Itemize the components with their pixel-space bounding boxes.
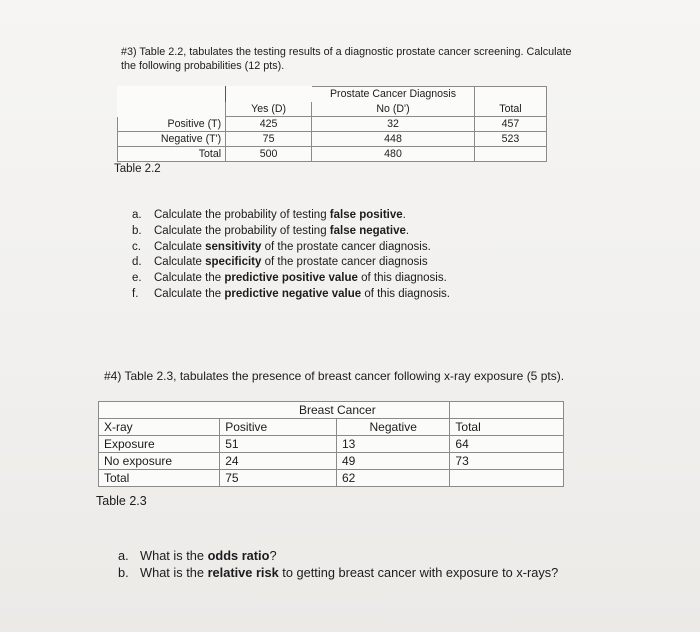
item-marker: b. (132, 224, 142, 237)
item-bold-term: false positive (329, 209, 403, 221)
item-marker: a. (132, 209, 142, 221)
table-header-row (99, 402, 564, 419)
item-marker: a. (118, 548, 129, 563)
question-4-items (118, 547, 558, 581)
cell-total: 73 (450, 453, 564, 470)
item-text: What is the (140, 548, 208, 563)
cell-no: 480 (312, 147, 475, 162)
cell-total: 457 (474, 117, 546, 132)
item-bold-term: relative risk (207, 565, 279, 580)
item-bold-term: odds ratio (207, 548, 270, 563)
item-text: Calculate the (154, 272, 225, 285)
item-bold-term: sensitivity (205, 240, 262, 253)
question-3-heading-line-2: the following probabilities (12 pts). (121, 60, 285, 72)
row-label: Exposure (99, 436, 220, 453)
item-marker: d. (132, 256, 142, 269)
item-text: Calculate the probability of testing (154, 224, 330, 237)
item-text: Calculate the probability of testing (154, 209, 330, 221)
row-label: No exposure (99, 453, 220, 470)
row-label: Positive (T) (118, 117, 226, 132)
cell-total: 64 (450, 436, 564, 453)
cell-no: 32 (312, 117, 475, 132)
column-header-xray: X-ray (99, 419, 220, 436)
item-marker: e. (132, 272, 142, 285)
cell-total (450, 470, 564, 487)
table-row (99, 436, 564, 453)
list-item (118, 564, 558, 581)
question-3-items (132, 208, 450, 303)
list-item (132, 271, 450, 287)
list-item (132, 208, 450, 224)
table-column-header-row (99, 419, 564, 436)
item-text: ? (269, 548, 277, 563)
item-text: Calculate (154, 256, 206, 269)
item-text: of the prostate cancer diagnosis. (261, 240, 431, 253)
row-label: Total (118, 147, 226, 162)
table-group-cell (299, 402, 450, 419)
table-2-2-caption: Table 2.2 (114, 163, 161, 175)
column-header-yes: Yes (D) (226, 102, 312, 117)
group-header: Breast Cancer (299, 402, 376, 417)
item-text: Calculate (154, 240, 206, 253)
item-text: What is the (140, 565, 208, 580)
list-item (118, 547, 558, 564)
cell-total (474, 147, 546, 162)
list-item (132, 255, 450, 271)
table-corner-cell (118, 102, 226, 117)
table-row (118, 132, 547, 147)
cell-positive: 24 (220, 453, 337, 470)
list-item (132, 240, 450, 256)
column-header-negative: Negative (337, 419, 450, 436)
cell-yes: 425 (226, 117, 312, 132)
row-label: Negative (T') (118, 132, 226, 147)
table-row (118, 147, 547, 162)
item-text: of this diagnosis. (357, 272, 447, 285)
table-row (118, 117, 547, 132)
item-text: of this diagnosis. (361, 287, 450, 300)
item-bold-term: false negative (329, 224, 406, 237)
cell-negative: 49 (337, 453, 450, 470)
list-item (132, 287, 450, 303)
list-item (132, 224, 450, 240)
cell-negative: 62 (337, 470, 450, 487)
item-text: to getting breast cancer with exposure to x-rays? (278, 565, 559, 580)
question-3-heading-line-1: #3) Table 2.2, tabulates the testing results of a diagnostic prostate cancer screening. Calculate (121, 46, 572, 58)
column-header-total: Total (450, 419, 564, 436)
cell-total: 523 (474, 132, 546, 147)
prostate-cancer-table (117, 86, 547, 162)
item-marker: f. (132, 287, 139, 300)
cell-negative: 13 (337, 436, 450, 453)
item-text: . (402, 209, 406, 221)
table-spacer-cell (450, 402, 564, 419)
cell-no: 448 (312, 132, 475, 147)
cell-yes: 75 (226, 132, 312, 147)
group-header: Prostate Cancer Diagnosis (312, 87, 475, 102)
item-bold-term: predictive positive value (224, 272, 358, 285)
cell-positive: 51 (220, 436, 337, 453)
question-4-heading: #4) Table 2.3, tabulates the presence of breast cancer following x-ray exposure (5 pts). (104, 369, 565, 383)
table-2-3-caption: Table 2.3 (96, 494, 147, 508)
table-corner-cell (118, 87, 226, 102)
table-spacer-cell (99, 402, 220, 419)
table-spacer-cell (226, 87, 312, 102)
cell-yes: 500 (226, 147, 312, 162)
breast-cancer-table (98, 401, 564, 487)
item-marker: c. (132, 240, 141, 253)
table-spacer-cell (474, 87, 546, 102)
item-marker: b. (118, 565, 129, 580)
table-row (99, 470, 564, 487)
column-header-no: No (D') (312, 102, 475, 117)
table-header-row (118, 87, 547, 102)
row-label: Total (99, 470, 220, 487)
table-row (99, 453, 564, 470)
question-3-heading (121, 45, 641, 73)
item-bold-term: predictive negative value (224, 287, 362, 300)
item-text: Calculate the (154, 287, 225, 300)
item-bold-term: specificity (205, 256, 262, 269)
column-header-total: Total (474, 102, 546, 117)
table-column-header-row (118, 102, 547, 117)
item-text: . (405, 224, 410, 237)
item-text: of the prostate cancer diagnosis (261, 256, 428, 269)
cell-positive: 75 (220, 470, 337, 487)
column-header-positive: Positive (220, 419, 337, 436)
